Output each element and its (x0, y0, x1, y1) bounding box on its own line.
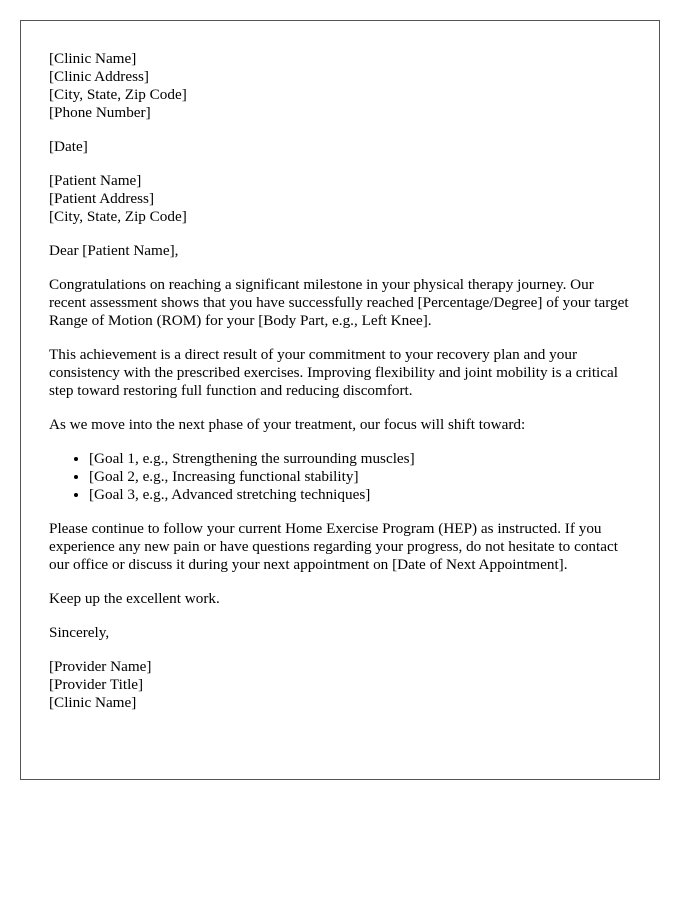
provider-clinic: [Clinic Name] (49, 694, 137, 711)
patient-name: [Patient Name] (49, 172, 142, 189)
patient-address: [Patient Address] (49, 190, 155, 207)
salutation: Dear [Patient Name], (49, 242, 179, 259)
clinic-phone: [Phone Number] (49, 104, 151, 121)
goals-list (49, 450, 631, 504)
date-block (49, 138, 631, 156)
goal-item: • [Goal 3, e.g., Advanced stretching techniques] (89, 486, 631, 504)
paragraph-next-phase: As we move into the next phase of your treatment, our focus will shift toward: (49, 416, 526, 433)
goal-item: • [Goal 1, e.g., Strengthening the surrounding muscles] (89, 450, 631, 468)
clinic-name: [Clinic Name] (49, 50, 137, 67)
provider-name: [Provider Name] (49, 658, 152, 675)
patient-city-state-zip: [City, State, Zip Code] (49, 208, 187, 225)
paragraph-encouragement: Keep up the excellent work. (49, 590, 220, 607)
patient-address-block (49, 172, 631, 226)
paragraph-milestone: Congratulations on reaching a significant milestone in your physical therapy journey. Our recent assessment shows that you have successfully reached [Percentage/Degree] of your target Range of Motion (ROM) for your [Body Part, e.g., Left Knee]. (49, 276, 629, 329)
goal-item: • [Goal 2, e.g., Increasing functional stability] (89, 468, 631, 486)
signature-block (49, 658, 631, 712)
clinic-address: [Clinic Address] (49, 68, 149, 85)
provider-title: [Provider Title] (49, 676, 144, 693)
letter-page (20, 20, 660, 780)
paragraph-hep: Please continue to follow your current Home Exercise Program (HEP) as instructed. If you experience any new pain or have questions regarding your progress, do not hesitate to contact our office or discuss it during your next appointment on [Date of Next Appointment]. (49, 520, 618, 573)
clinic-city-state-zip: [City, State, Zip Code] (49, 86, 187, 103)
closing: Sincerely, (49, 624, 110, 641)
clinic-address-block (49, 50, 631, 122)
letter-date: [Date] (49, 138, 88, 155)
paragraph-achievement: This achievement is a direct result of your commitment to your recovery plan and your consistency with the prescribed exercises. Improving flexibility and joint mobility is a critical step toward restoring full function and reducing discomfort. (49, 346, 618, 399)
